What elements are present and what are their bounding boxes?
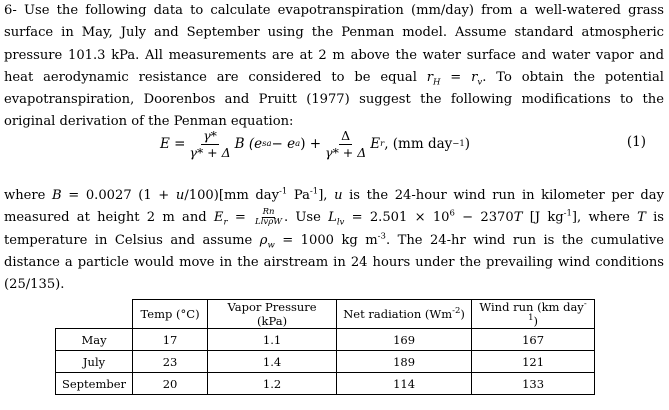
- table-row: [56, 351, 595, 373]
- header-wind-run-text: Wind run (km day: [479, 300, 584, 314]
- eq-fraction-1: [187, 128, 232, 161]
- where-exp3: -1: [563, 208, 572, 219]
- where-t14: = 1000 kg m: [274, 232, 378, 248]
- cell-month: May: [56, 329, 133, 351]
- symbol-e: E: [213, 210, 224, 226]
- where-paragraph: [4, 185, 664, 296]
- eq-f2-numerator: Δ: [341, 127, 351, 143]
- eq-sub-sa: sa: [262, 139, 272, 149]
- header-net-radiation-close: ): [460, 307, 465, 321]
- where-exp4: -3: [377, 231, 386, 242]
- data-table: [55, 299, 595, 395]
- eq-f1-denominator: γ* + Δ: [189, 144, 231, 160]
- eq-f1-numerator: γ*: [203, 127, 217, 143]
- cell-temp: 23: [133, 351, 208, 373]
- subscript-r: r: [223, 217, 228, 228]
- symbol-l: L: [328, 210, 337, 226]
- header-wind-run: [472, 300, 595, 329]
- cell-net-radiation: 169: [337, 329, 472, 351]
- where-t1: where: [4, 188, 53, 203]
- cell-vapor-pressure: 1.2: [208, 373, 337, 395]
- where-t7: =: [227, 210, 254, 226]
- eq-sub-a: a: [295, 139, 301, 149]
- header-net-radiation-text: Net radiation (Wm: [343, 307, 453, 321]
- problem-statement: [4, 0, 664, 134]
- subscript-w: w: [267, 240, 275, 251]
- where-t13: is temperature in Celsius and assume: [4, 210, 665, 248]
- cell-month: July: [56, 351, 133, 373]
- problem-text-a: Use the following data to calculate evapotranspiration (mm/day) from a well-watered grass surface in May, July and September using the Penman model. Assume standard atmospheric pressure 101.3 kPa. All measurements are at 2 m above the water surface and water vapor and heat aerodynamic resistance are considered to be equal: [4, 3, 664, 85]
- header-net-radiation-exp: -2: [452, 306, 461, 317]
- eq-lhs: E =: [160, 136, 186, 152]
- cell-temp: 20: [133, 373, 208, 395]
- header-wind-run-exp: -1: [528, 299, 587, 324]
- where-exp2: -1: [309, 186, 319, 197]
- eq-sub-r: r: [380, 139, 385, 149]
- cell-net-radiation: 114: [337, 373, 472, 395]
- where-t10: − 2370: [454, 210, 514, 226]
- cell-temp: 17: [133, 329, 208, 351]
- symbol-t-2: T: [637, 210, 646, 226]
- symbol-rho: ρ: [259, 232, 268, 248]
- header-temp: Temp (°C): [133, 300, 208, 329]
- subscript-lv: lv: [336, 217, 345, 228]
- where-t6: is the 24-hour wind run in kilometer per day measured at height 2 m and: [4, 188, 665, 226]
- header-net-radiation: [337, 300, 472, 329]
- eq-rhs: E: [370, 136, 381, 152]
- eq-fraction-2: [323, 128, 368, 161]
- header-vapor-pressure: Vapor Pressure (kPa): [208, 300, 337, 329]
- subscript-h: H: [433, 77, 441, 88]
- equals-sign: =: [440, 69, 472, 85]
- problem-number: 6-: [4, 3, 17, 18]
- equation-number: (1): [626, 134, 646, 150]
- where-t4: Pa: [287, 188, 310, 203]
- symbol-r-2: r: [471, 69, 478, 85]
- table-row: [56, 373, 595, 395]
- where-exp1: -1: [278, 186, 288, 197]
- symbol-u: u: [175, 188, 185, 203]
- symbol-u-2: u: [334, 188, 343, 203]
- eq-mid3: ) +: [300, 136, 322, 152]
- where-t2: = 0.0027 (1 +: [61, 188, 176, 203]
- symbol-b: B: [52, 188, 62, 203]
- where-t3: /100)[mm day: [184, 188, 279, 203]
- cell-wind-run: 133: [472, 373, 595, 395]
- er-fraction: [254, 208, 283, 227]
- penman-equation: E = $\frac{\gamma*}{\gamma* + \Delta}$ B (e sa − e a ) + $\frac{\Delta}{\gamma* + \Delta}$ E r , (mm day −1 ) (1): [160, 127, 646, 160]
- eq-units: , (mm day: [384, 136, 453, 152]
- eq-mid2: − e: [271, 136, 296, 152]
- where-t15: . The 24-hr wind run is the cumulative distance a particle would move in the airstream in 24 hours under the prevailing wind conditions (25/135).: [4, 232, 664, 293]
- cell-vapor-pressure: 1.4: [208, 351, 337, 373]
- symbol-t: T: [513, 210, 523, 226]
- where-t9: = 2.501 × 10: [344, 210, 450, 226]
- table-header-row: [56, 300, 595, 329]
- eq-mid: B (e: [234, 136, 263, 152]
- er-frac-den: LlvρW: [255, 217, 282, 228]
- table-row: [56, 329, 595, 351]
- where-t12: ], where: [571, 210, 638, 226]
- eq-f2-denominator: γ* + Δ: [325, 144, 367, 160]
- where-t11: [J kg: [522, 210, 564, 226]
- cell-month: September: [56, 373, 133, 395]
- eq-units-end: ): [464, 136, 471, 152]
- where-t8: . Use: [283, 210, 329, 226]
- where-exp6: 6: [449, 208, 455, 219]
- er-frac-num: Rn: [262, 207, 275, 218]
- where-t5: ],: [318, 188, 335, 203]
- header-wind-run-close: ): [533, 314, 538, 328]
- problem-text-b: . To obtain the potential evapotranspiration, Doorenbos and Pruitt (1977) suggest the following modifications to the original derivation of the Penman equation:: [4, 69, 664, 130]
- symbol-r: r: [426, 69, 434, 85]
- cell-vapor-pressure: 1.1: [208, 329, 337, 351]
- cell-wind-run: 121: [472, 351, 595, 373]
- cell-net-radiation: 189: [337, 351, 472, 373]
- cell-wind-run: 167: [472, 329, 595, 351]
- subscript-v: v: [477, 77, 483, 88]
- table-corner-cell: [56, 300, 133, 329]
